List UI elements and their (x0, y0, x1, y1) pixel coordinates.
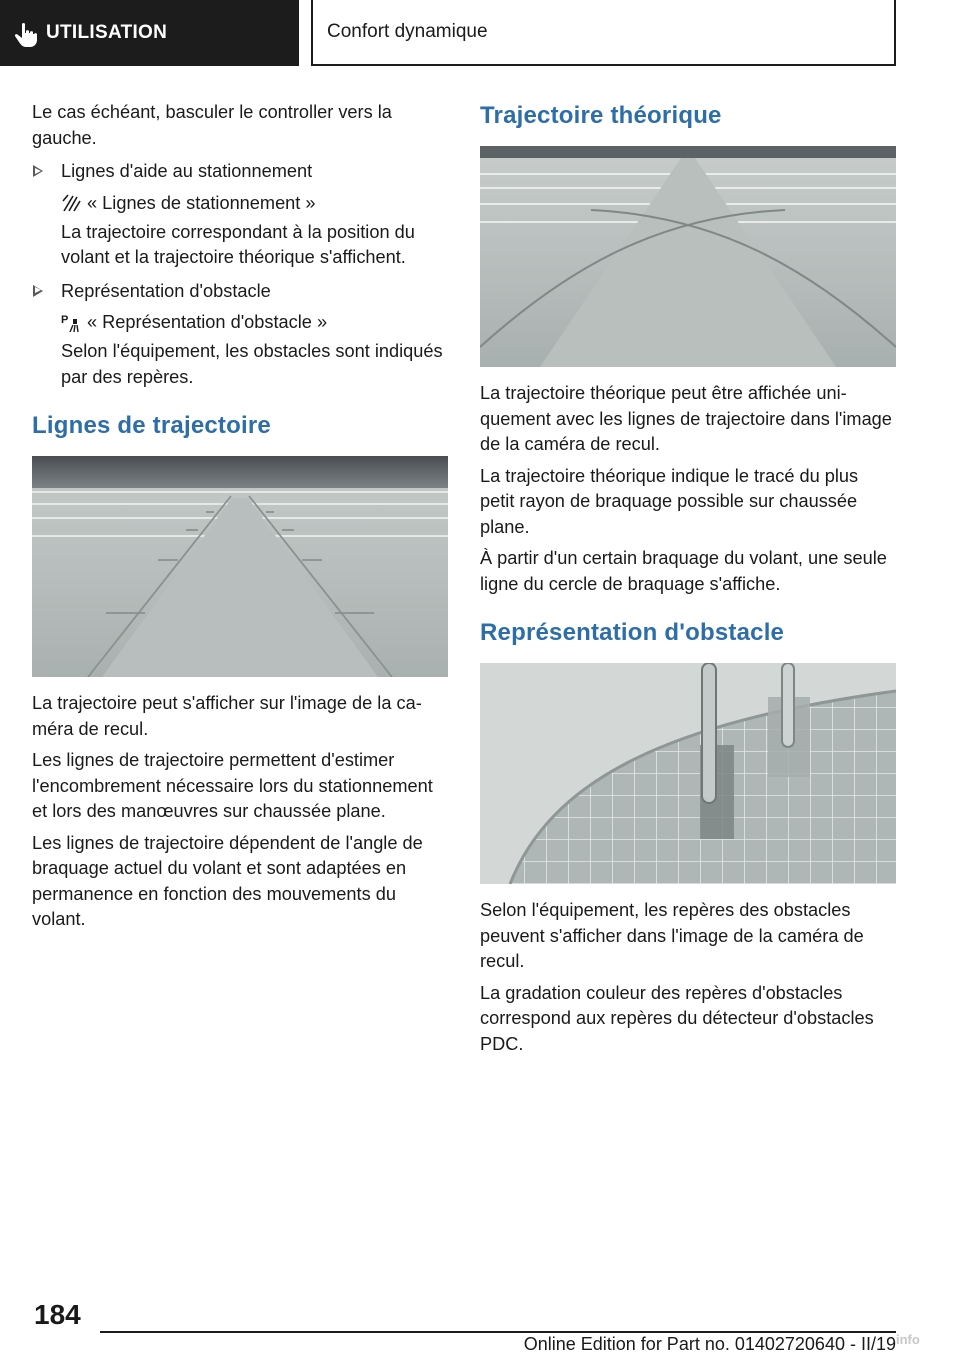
obstacle-p1: Selon l'équipement, les repères des obstacles peuvent s'afficher dans l'image de la caméra de recul. (480, 900, 864, 971)
theorique-p2: La trajectoire théorique indique le tracé du plus petit rayon de braquage possible sur chaussée plane. (480, 465, 859, 537)
svg-text:P: P (61, 313, 69, 326)
bullet-triangle-icon (34, 286, 44, 296)
watermark: info (896, 1332, 920, 1347)
bullet-desc: La trajectoire correspondant à la position du volant et la trajectoire théorique s'affichent. (61, 221, 415, 267)
bullet-label: « Représentation d'obstacle » (87, 312, 328, 332)
theorique-p1: La trajectoire théorique peut être affichée uniquement avec les lignes de trajectoire dans l'image de la caméra de recul. (480, 383, 892, 454)
heading-representation-obstacle: Représentation d'obstacle (480, 619, 785, 646)
heading-lignes-trajectoire: Lignes de trajectoire (32, 412, 271, 439)
lignes-p3: Les lignes de trajectoire dépendent de l'angle de braquage actuel du volant et sont adaptées en permanence en fonction des mouvements du volant. (32, 832, 423, 929)
footer-divider (100, 1331, 896, 1333)
chapter-tab (311, 0, 896, 66)
edition-text: Online Edition for Part no. 01402720640 - II/19 (523, 1334, 896, 1354)
section-tab (0, 0, 299, 66)
bullet-obstacle (32, 279, 448, 391)
bullet-desc: Selon l'équipement, les obstacles sont indiqués par des repères. (61, 341, 443, 387)
theoretical-trajectory-image (480, 146, 896, 367)
theorique-p3: À partir d'un certain braquage du volant, une seule ligne du cercle de braquage s'affiche. (480, 548, 887, 594)
lignes-p2: Les lignes de trajectoire permettent d'estimer l'encombrement nécessaire lors du stationnement et lors des manœuvres sur chaussée plane. (32, 750, 433, 821)
bullet-title: Représentation d'obstacle (61, 280, 271, 301)
obstacle-p2: La gradation couleur des repères d'obstacles correspond aux repères du détecteur d'obstacles PDC. (480, 982, 874, 1054)
obstacle-representation-image (480, 663, 896, 884)
bullet-label: « Lignes de stationnement » (87, 192, 316, 213)
intro-text: Le cas échéant, basculer le controller vers la gauche. (32, 102, 392, 148)
left-column (32, 100, 448, 939)
heading-trajectoire-theorique: Trajectoire théorique (480, 102, 722, 129)
parking-obstacle-icon (61, 313, 81, 333)
parking-lines-icon (61, 193, 81, 213)
lignes-p1: La trajectoire peut s'afficher sur l'image de la caméra de recul. (32, 693, 422, 739)
trajectory-lines-image (32, 456, 448, 677)
bullet-triangle-icon (34, 166, 44, 176)
page-number: 184 (34, 1299, 81, 1330)
bullet-parking-lines (32, 159, 448, 271)
bullet-title: Lignes d'aide au stationnement (61, 161, 313, 181)
chapter-title: Confort dynamique (327, 21, 488, 42)
section-title: UTILISATION (46, 22, 168, 43)
right-column (480, 100, 896, 1063)
hand-pointer-icon (14, 22, 38, 48)
